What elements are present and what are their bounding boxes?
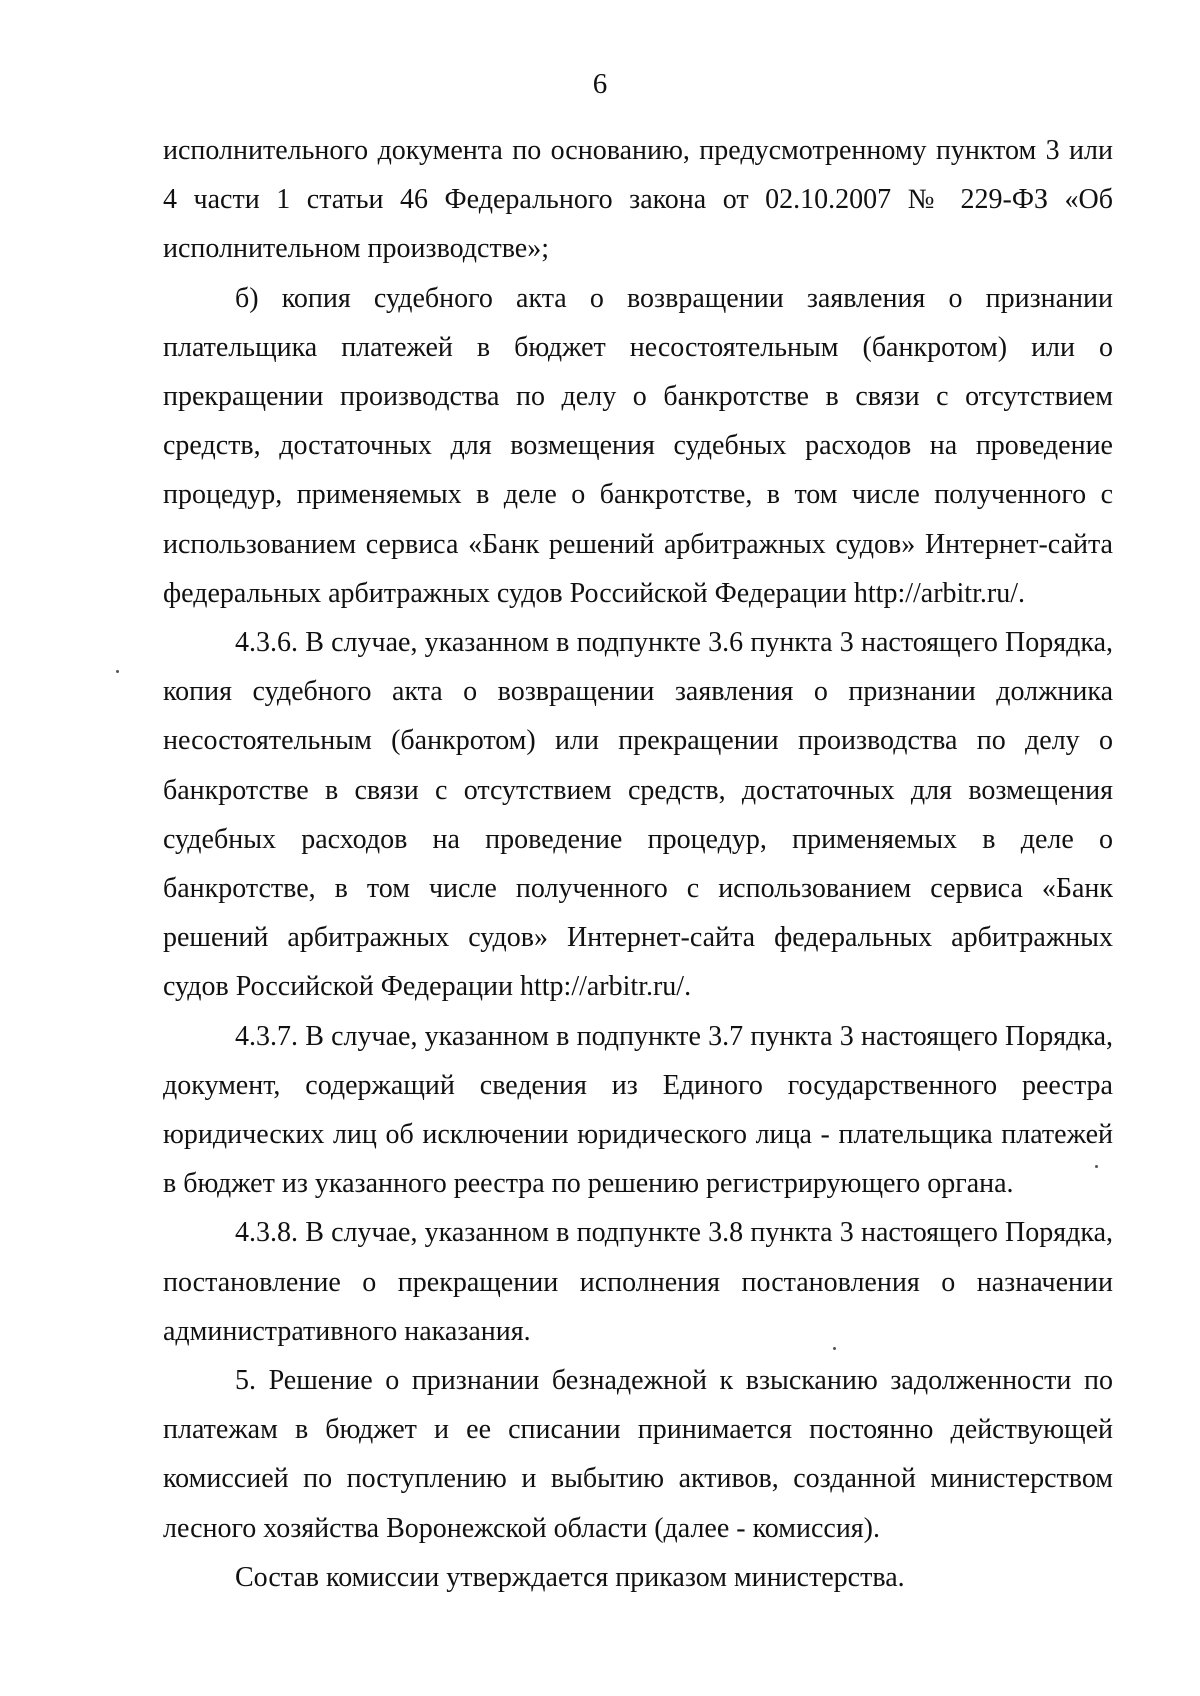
scan-speck: [1095, 1165, 1098, 1168]
paragraph-5: 5. Решение о признании безнадежной к взысканию задолженности по платежам в бюджет и ее списании принимается постоянно действующей комиссией по поступлению и выбытию активов, созданной министерством лесного хозяйства Воронежской области (далее - комиссия).: [163, 1365, 1113, 1544]
paragraph-4-3-8: 4.3.8. В случае, указанном в подпункте 3.8 пункта 3 настоящего Порядка, постановление о прекращении исполнения постановления о назначении административного наказания.: [163, 1217, 1113, 1347]
document-body: [163, 126, 1113, 1602]
paragraph-commission-composition: Состав комиссии утверждается приказом министерства.: [235, 1561, 905, 1593]
paragraph-4-3-7: 4.3.7. В случае, указанном в подпункте 3.7 пункта 3 настоящего Порядка, документ, содержащий сведения из Единого государственного реестра юридических лиц об исключении юридического лица - плательщика платежей в бюджет из указанного реестра по решению регистрирующего органа.: [163, 1020, 1113, 1200]
paragraph-continuation: исполнительного документа по основанию, предусмотренному пунктом 3 или 4 части 1 статьи 46 Федерального закона от 02.10.2007 № 229-ФЗ «Об исполнительном производстве»;: [163, 135, 1113, 265]
paragraph-item-b: б) копия судебного акта о возвращении заявления о признании плательщика платежей в бюджет несостоятельным (банкротом) или о прекращении производства по делу о банкротстве в связи с отсутствием средств, достаточных для возмещения судебных расходов на проведение процедур, применяемых в деле о банкротстве, в том числе полученного с использованием сервиса «Банк решений арбитражных судов» Интернет-сайта федеральных арбитражных судов Российской Федерации http://arbitr.ru/.: [163, 282, 1113, 609]
scan-speck: [833, 1347, 836, 1350]
paragraph-4-3-6: 4.3.6. В случае, указанном в подпункте 3.6 пункта 3 настоящего Порядка, копия судебного акта о возвращении заявления о признании должника несостоятельным (банкротом) или прекращении производства по делу о банкротстве в связи с отсутствием средств, достаточных для возмещения судебных расходов на проведение процедур, применяемых в деле о банкротстве, в том числе полученного с использованием сервиса «Банк решений арбитражных судов» Интернет-сайта федеральных арбитражных судов Российской Федерации http://arbitr.ru/.: [163, 627, 1113, 1003]
scan-speck: [116, 670, 119, 673]
page-number: 6: [592, 68, 608, 100]
